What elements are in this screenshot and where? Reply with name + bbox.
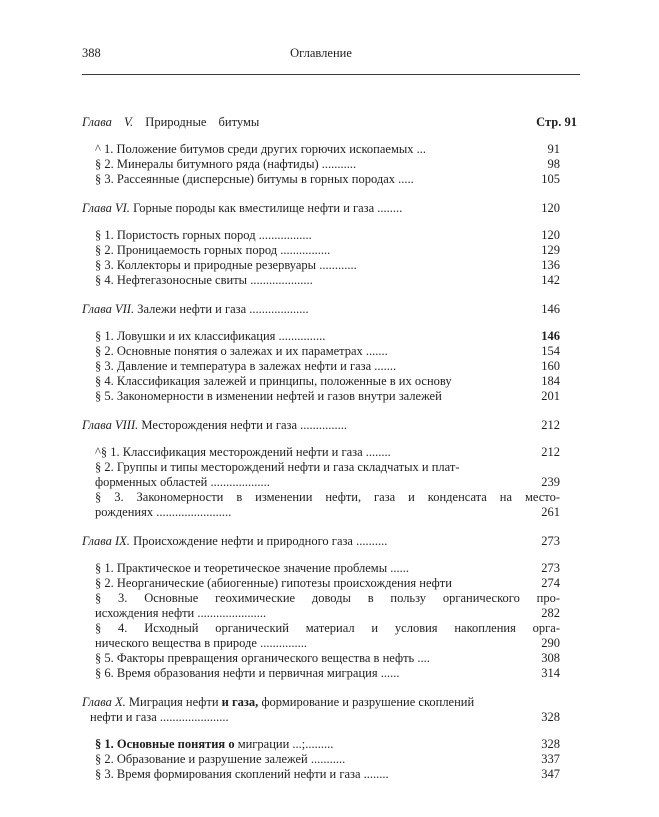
toc-item	[82, 228, 560, 243]
chapter-items	[82, 445, 560, 520]
toc-item-page: 120	[541, 228, 560, 242]
toc-item-text: § 3. Рассеянные (дисперсные) битумы в горных породах .....	[95, 172, 414, 186]
running-head	[82, 46, 560, 61]
chapter-title: Месторождения нефти и газа ...............	[141, 418, 348, 432]
chapter-page: 120	[541, 201, 560, 215]
chapter-title: Залежи нефти и газа ...................	[137, 302, 309, 316]
chapter-heading-line1: Глава X. Миграция нефти и газа, формирование и разрушение скоплений	[82, 695, 475, 709]
toc-item	[82, 576, 560, 591]
toc-item-multiline	[82, 460, 560, 490]
toc-item-page: 129	[541, 243, 560, 257]
toc-item-page: 154	[541, 344, 560, 358]
chapter-title: Природные битумы	[145, 115, 260, 129]
toc-item	[82, 561, 560, 576]
chapter-heading	[82, 534, 560, 549]
toc-item-page: 212	[541, 445, 560, 459]
toc-item-text: § 2. Проницаемость горных пород ................	[95, 243, 331, 257]
chapter-heading-text	[82, 418, 347, 433]
toc-item-page: 105	[541, 172, 560, 186]
chapter-label: Глава VIII.	[82, 418, 139, 432]
toc-item-page: 273	[541, 561, 560, 575]
toc-item-line1: § 2. Группы и типы месторождений нефти и газа складчатых и плат-	[95, 460, 460, 474]
toc-item-page: 91	[547, 142, 560, 156]
chapter-page: 328	[541, 710, 560, 724]
toc-item-page: 146	[541, 329, 560, 343]
toc-item	[82, 359, 560, 374]
chapter-label: Глава V.	[82, 115, 134, 129]
toc-item-page: 261	[541, 505, 560, 519]
chapter-page: 273	[541, 534, 560, 548]
table-of-contents	[82, 115, 577, 782]
chapter-label: Глава VII.	[82, 302, 135, 316]
toc-item-page: 184	[541, 374, 560, 388]
toc-item	[82, 666, 560, 681]
toc-item-text: § 4. Классификация залежей и принципы, положенные в их основу	[95, 374, 452, 388]
toc-item-line2: нического вещества в природе ............... 290	[95, 636, 560, 650]
toc-item-text: § 2. Неорганические (абиогенные) гипотезы происхождения нефти	[95, 576, 452, 590]
toc-item	[82, 258, 560, 273]
toc-item-page: 337	[541, 752, 560, 766]
chapter-title-bold-fragment: и газа,	[221, 695, 259, 709]
chapter-heading-text	[82, 201, 402, 216]
toc-item-text: ^§ 1. Классификация месторождений нефти и газа ........	[95, 445, 391, 459]
toc-item-text: § 2. Образование и разрушение залежей ...........	[95, 752, 346, 766]
toc-item-text: § 1. Пористость горных пород .................	[95, 228, 312, 242]
toc-item	[82, 737, 560, 752]
toc-item-line1: § 3. Основные геохимические доводы в пользу органического про-	[95, 591, 560, 605]
toc-item-text: § 1. Ловушки и их классификация ...............	[95, 329, 326, 343]
toc-item-text: § 5. Факторы превращения органического вещества в нефть ....	[95, 651, 430, 665]
toc-item	[82, 344, 560, 359]
chapter-items	[82, 329, 560, 404]
chapter-section-v	[82, 115, 577, 187]
toc-item-line1: § 4. Исходный органический материал и условия накопления орга-	[95, 621, 560, 635]
toc-item-page: 290	[541, 636, 560, 650]
chapter-heading	[82, 201, 560, 216]
toc-item-text: § 2. Основные понятия о залежах и их параметрах .......	[95, 344, 388, 358]
chapter-heading-text	[82, 302, 309, 317]
chapter-heading	[82, 302, 560, 317]
toc-item-multiline	[82, 490, 560, 520]
toc-item-page: 239	[541, 475, 560, 489]
chapter-title: Происхождение нефти и природного газа ..........	[133, 534, 388, 548]
toc-item-text: ^ 1. Положение битумов среди других горючих ископаемых ...	[95, 142, 427, 156]
toc-item-text: § 1. Практическое и теоретическое значение проблемы ......	[95, 561, 409, 575]
chapter-items	[82, 142, 560, 187]
toc-item-text: § 5. Закономерности в изменении нефтей и газов внутри залежей	[95, 389, 442, 403]
toc-item	[82, 752, 560, 767]
toc-item	[82, 374, 560, 389]
toc-item-page: 328	[541, 737, 560, 751]
toc-item-multiline	[82, 591, 560, 621]
chapter-heading	[82, 695, 560, 725]
chapter-items	[82, 561, 560, 681]
toc-item	[82, 767, 560, 782]
chapter-page: 146	[541, 302, 560, 316]
toc-item-bold-fragment: § 1. Основные понятия о	[95, 737, 235, 751]
running-head-title: Оглавление	[290, 46, 352, 60]
chapter-heading-text	[82, 534, 387, 549]
chapter-label: Глава X.	[82, 695, 126, 709]
toc-item-page: 274	[541, 576, 560, 590]
toc-item-text: § 3. Давление и температура в залежах нефти и газа .......	[95, 359, 397, 373]
chapter-section-x	[82, 695, 560, 782]
chapter-section-viii	[82, 418, 560, 520]
toc-item	[82, 273, 560, 288]
toc-item-page: 98	[547, 157, 560, 171]
toc-item	[82, 243, 560, 258]
toc-item	[82, 157, 560, 172]
toc-item-text: § 1. Основные понятия о миграции ...;.........	[95, 737, 334, 751]
toc-item	[82, 445, 560, 460]
toc-item-text: § 2. Минералы битумного ряда (нафтиды) ...........	[95, 157, 357, 171]
toc-item-page: 282	[541, 606, 560, 620]
toc-item	[82, 329, 560, 344]
chapter-heading-line2: нефти и газа ...................... 328	[90, 710, 560, 724]
chapter-heading-text	[82, 115, 259, 130]
toc-item-line2: исхождения нефти ...................... 282	[95, 606, 560, 620]
toc-item-text: § 3. Время формирования скоплений нефти и газа ........	[95, 767, 389, 781]
toc-item-page: 347	[541, 767, 560, 781]
toc-item-text: § 6. Время образования нефти и первичная миграция ......	[95, 666, 400, 680]
chapter-section-ix	[82, 534, 560, 681]
chapter-items	[82, 737, 560, 782]
chapter-items	[82, 228, 560, 288]
toc-item-page: 136	[541, 258, 560, 272]
toc-item	[82, 172, 560, 187]
chapter-heading	[82, 115, 577, 130]
toc-item-page: 142	[541, 273, 560, 287]
chapter-label: Глава IX.	[82, 534, 130, 548]
toc-item-page: 201	[541, 389, 560, 403]
toc-item	[82, 651, 560, 666]
toc-item-text: § 3. Коллекторы и природные резервуары ............	[95, 258, 357, 272]
toc-item-line1: § 3. Закономерности в изменении нефти, газа и конденсата на место-	[95, 490, 560, 504]
folio-page-number: 388	[82, 46, 101, 60]
chapter-section-vii	[82, 302, 560, 404]
chapter-heading	[82, 418, 560, 433]
toc-item-page: 314	[541, 666, 560, 680]
toc-item-line2: форменных областей ................... 239	[95, 475, 560, 489]
toc-item-line2: рождениях ........................ 261	[95, 505, 560, 519]
str-column-label: Стр. 91	[536, 115, 577, 129]
toc-item	[82, 389, 560, 404]
chapter-page: 212	[541, 418, 560, 432]
header-rule	[82, 74, 580, 75]
toc-item	[82, 142, 560, 157]
toc-item-page: 308	[541, 651, 560, 665]
toc-item-multiline	[82, 621, 560, 651]
toc-item-page: 160	[541, 359, 560, 373]
chapter-section-vi	[82, 201, 560, 288]
toc-item-text: § 4. Нефтегазоносные свиты ....................	[95, 273, 313, 287]
chapter-title: Горные породы как вместилище нефти и газа ........	[133, 201, 403, 215]
chapter-label: Глава VI.	[82, 201, 130, 215]
